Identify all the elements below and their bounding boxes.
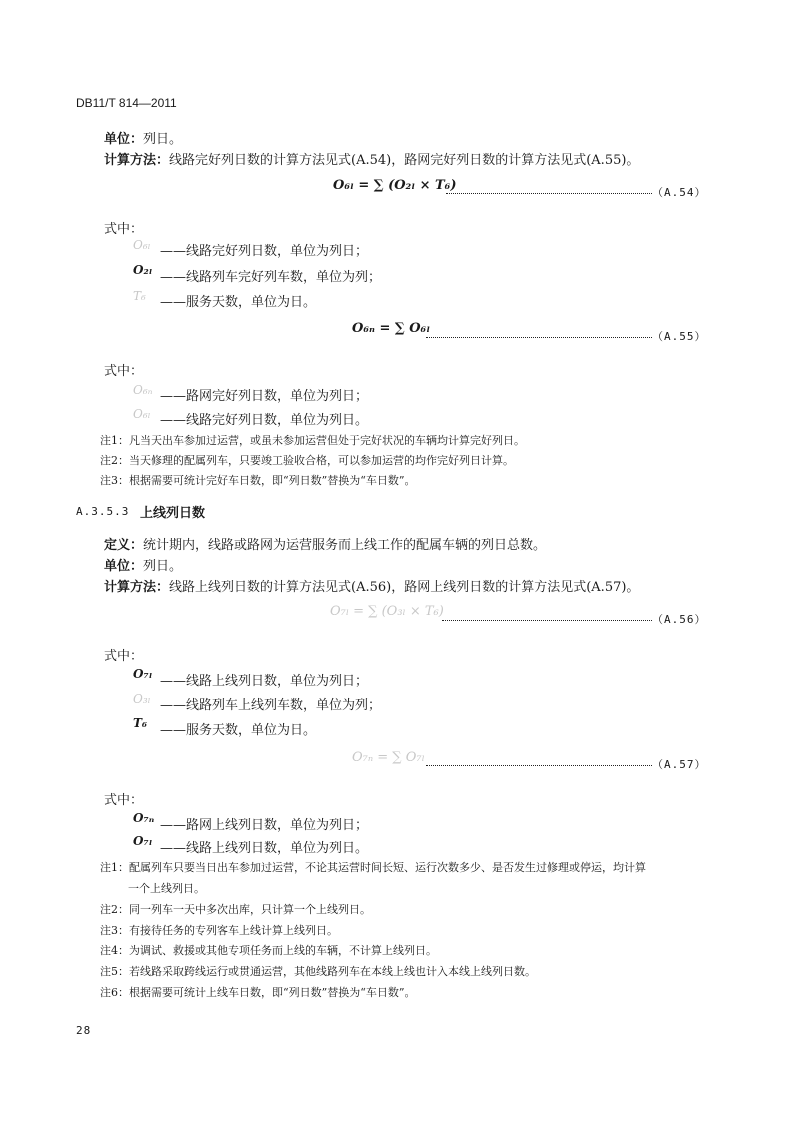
- definition-text: 统计期内，线路或路网为运营服务而上线工作的配属车辆的列日总数。: [143, 538, 547, 553]
- where-label: 式中：: [104, 222, 144, 237]
- equation-number-a55: （A.55）: [652, 330, 707, 343]
- note-label: 注6：: [100, 986, 129, 999]
- note: [100, 922, 338, 938]
- unit-text: 列日。: [143, 559, 183, 574]
- note-text: 有接待任务的专列客车上线计算上线列日。: [129, 924, 338, 937]
- symbol-desc: ——线路列车完好列车数，单位为列；: [160, 270, 382, 285]
- dot-leader: [442, 620, 652, 621]
- note-text: 凡当天出车参加过运营，或虽未参加运营但处于完好状况的车辆均计算完好列日。: [129, 434, 525, 447]
- method-label: 计算方法：: [104, 580, 170, 595]
- section-number: A.3.5.3: [76, 505, 130, 518]
- symbol: T₆: [133, 716, 148, 730]
- unit-label: 单位：: [104, 132, 144, 147]
- unit-line: [104, 128, 182, 147]
- note-label: 注3：: [100, 474, 129, 487]
- unit-line: [104, 555, 182, 574]
- note: [100, 901, 371, 917]
- note-label: 注4：: [100, 944, 129, 957]
- where-label: 式中：: [104, 793, 144, 808]
- document-code: DB11/T 814—2011: [76, 96, 177, 110]
- method-label: 计算方法：: [104, 153, 170, 168]
- formula-a55: O₆ₙ = ∑ O₆ₗ: [352, 321, 431, 336]
- symbol-desc: ——线路完好列日数，单位为列日。: [160, 413, 369, 428]
- definition-label: 定义：: [104, 538, 144, 553]
- note-text: 同一列车一天中多次出库，只计算一个上线列日。: [129, 903, 371, 916]
- note: [100, 859, 646, 875]
- note-label: 注5：: [100, 965, 129, 978]
- method-line: [104, 576, 639, 595]
- formula-a57: O₇ₙ = ∑ O₇ₗ: [352, 750, 425, 765]
- symbol: O₇ₙ: [133, 811, 155, 825]
- symbol: O₂ₗ: [133, 263, 153, 277]
- where-label: 式中：: [104, 649, 144, 664]
- symbol: O₆ₗ: [133, 407, 151, 421]
- definition-line: [104, 534, 546, 553]
- dot-leader: [426, 337, 652, 338]
- note: [100, 432, 525, 448]
- symbol-desc: ——线路上线列日数，单位为列日。: [160, 841, 369, 856]
- unit-label: 单位：: [104, 559, 144, 574]
- symbol: O₆ₙ: [133, 383, 153, 397]
- formula-a54: O₆ₗ = ∑ (O₂ₗ × T₆): [333, 178, 457, 193]
- method-text: 线路完好列日数的计算方法见式(A.54)，路网完好列日数的计算方法见式(A.55)。: [169, 153, 640, 168]
- symbol: O₃ₗ: [133, 692, 151, 706]
- method-text: 线路上线列日数的计算方法见式(A.56)，路网上线列日数的计算方法见式(A.57)。: [169, 580, 640, 595]
- dot-leader: [426, 765, 652, 766]
- note: [100, 963, 536, 979]
- note: [100, 452, 514, 468]
- symbol: O₆ₗ: [133, 238, 151, 252]
- equation-number-a54: （A.54）: [652, 186, 707, 199]
- symbol-desc: ——服务天数，单位为日。: [160, 723, 317, 738]
- note-label: 注1：: [100, 861, 129, 874]
- note: [100, 942, 437, 958]
- note-label: 注1：: [100, 434, 129, 447]
- symbol-desc: ——路网完好列日数，单位为列日；: [160, 389, 369, 404]
- method-line: [104, 149, 639, 168]
- section-title: 上线列日数: [140, 506, 206, 521]
- note-text: 配属列车只要当日出车参加过运营，不论其运营时间长短、运行次数多少、是否发生过修理或停运，均计算: [129, 861, 646, 874]
- note: [100, 984, 416, 1000]
- formula-a56: O₇ₗ = ∑ (O₃ₗ × T₆): [330, 604, 444, 619]
- where-label: 式中：: [104, 364, 144, 379]
- note: [100, 472, 416, 488]
- symbol-desc: ——线路列车上线列车数，单位为列；: [160, 698, 382, 713]
- symbol-desc: ——线路完好列日数，单位为列日；: [160, 244, 369, 259]
- symbol-desc: ——线路上线列日数，单位为列日；: [160, 674, 369, 689]
- note-label: 注3：: [100, 924, 129, 937]
- note-text: 根据需要可统计完好车日数，即“列日数”替换为“车日数”。: [129, 474, 416, 487]
- symbol: O₇ₗ: [133, 667, 153, 681]
- symbol: T₆: [133, 289, 146, 303]
- note-text: 根据需要可统计上线车日数，即“列日数”替换为“车日数”。: [129, 986, 416, 999]
- page-number: 28: [76, 1024, 92, 1037]
- dot-leader: [446, 193, 652, 194]
- symbol: O₇ₗ: [133, 834, 153, 848]
- note-text: 若线路采取跨线运行或贯通运营，其他线路列车在本线上线也计入本线上线列日数。: [129, 965, 536, 978]
- note-label: 注2：: [100, 903, 129, 916]
- note-label: 注2：: [100, 454, 129, 467]
- unit-text: 列日。: [143, 132, 183, 147]
- note-text: 当天修理的配属列车，只要竣工验收合格，可以参加运营的均作完好列日计算。: [129, 454, 514, 467]
- symbol-desc: ——服务天数，单位为日。: [160, 295, 317, 310]
- note-text: 为调试、救援或其他专项任务而上线的车辆，不计算上线列日。: [129, 944, 437, 957]
- note-continuation: 一个上线列日。: [128, 882, 205, 895]
- symbol-desc: ——路网上线列日数，单位为列日；: [160, 818, 369, 833]
- equation-number-a56: （A.56）: [652, 613, 707, 626]
- equation-number-a57: （A.57）: [652, 758, 707, 771]
